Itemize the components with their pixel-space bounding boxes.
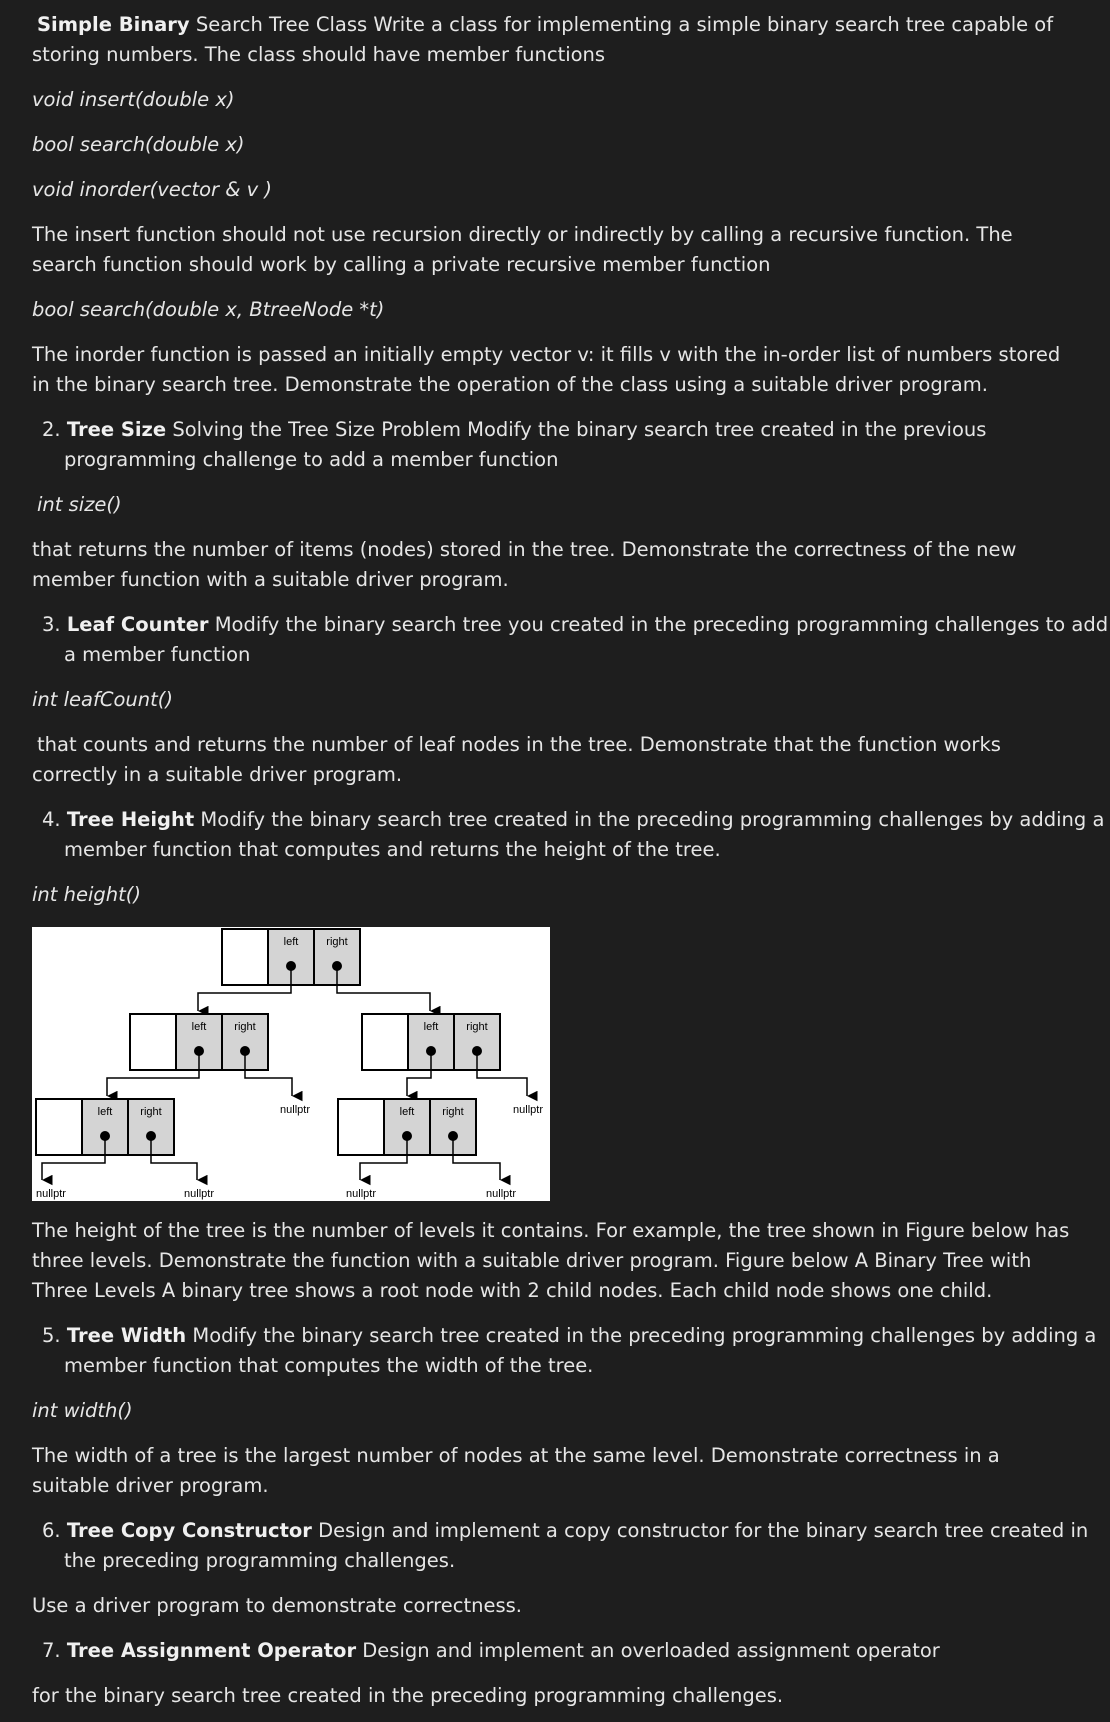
nullptr-label: nullptr [513,1104,543,1116]
item-number: 6. [42,1519,67,1542]
intro-paragraph [32,10,1082,70]
item-tree-size [32,415,1110,475]
item-number: 3. [42,613,67,636]
right-pointer-label: right [234,1021,256,1033]
nullptr-label: nullptr [346,1188,376,1200]
item-title: Tree Height [66,808,195,831]
item-assignment-operator [32,1636,1110,1666]
left-pointer-label: left [283,936,299,948]
item-title: Leaf Counter [66,613,209,636]
assignment-description: for the binary search tree created in the preceding programming challenges. [32,1684,784,1707]
size-description: that returns the number of items (nodes) stored in the tree. Demonstrate the correctness of the new member function with a suitable driver program. [32,538,1017,591]
item-text: Modify the binary search tree created in the preceding programming challenges by adding a member function that computes the width of the tree. [64,1324,1097,1377]
search-signature: bool search(double x) [32,133,245,156]
nullptr-label: nullptr [184,1188,214,1200]
width-signature: int width() [32,1399,133,1422]
item-text: Design and implement an overloaded assignment operator [356,1639,940,1662]
leafcount-description [32,730,1082,790]
item-number: 7. [42,1639,67,1662]
item-title: Tree Copy Constructor [66,1519,312,1542]
item-text: Solving the Tree Size Problem Modify the binary search tree created in the previous programming challenge to add a member function [64,418,987,471]
right-pointer-label: right [466,1021,488,1033]
item-title: Tree Width [66,1324,187,1347]
inorder-description: The inorder function is passed an initially empty vector v: it fills v with the in-order list of numbers stored in the binary search tree. Demonstrate the operation of the class using a suitable driver program. [32,343,1061,396]
tree-node-right-grandchild [338,1099,516,1200]
item-number: 5. [42,1324,67,1347]
left-pointer-label: left [191,1021,207,1033]
item-text: Design and implement a copy constructor for the binary search tree created in the preceding programming challenges. [64,1519,1089,1572]
item-tree-height [32,805,1110,865]
item-title: Tree Assignment Operator [66,1639,357,1662]
nullptr-label: nullptr [36,1188,66,1200]
tree-node-root [198,929,430,1011]
size-signature: int size() [37,493,122,516]
item-leaf-counter [32,610,1110,670]
right-pointer-label: right [326,936,348,948]
left-pointer-label: left [399,1106,415,1118]
item-tree-width [32,1321,1110,1381]
item-number: 2. [42,418,67,441]
height-signature: int height() [32,883,141,906]
insert-signature: void insert(double x) [32,88,235,111]
nullptr-label: nullptr [280,1104,310,1116]
right-pointer-label: right [140,1106,162,1118]
left-pointer-label: left [423,1021,439,1033]
item-text: Modify the binary search tree you created in the preceding programming challenges to add a member function [64,613,1109,666]
insert-description: The insert function should not use recursion directly or indirectly by calling a recursive function. The search function should work by calling a private recursive member function [32,223,1013,276]
width-description: The width of a tree is the largest number of nodes at the same level. Demonstrate correctness in a suitable driver program. [32,1444,1000,1497]
tree-node-left-grandchild [36,1099,214,1200]
right-pointer-label: right [442,1106,464,1118]
leafcount-text: that counts and returns the number of leaf nodes in the tree. Demonstrate that the function works correctly in a suitable driver program. [32,733,1001,786]
driver-note: Use a driver program to demonstrate correctness. [32,1594,522,1617]
item-copy-constructor [32,1516,1110,1576]
nullptr-label: nullptr [486,1188,516,1200]
private-search-signature: bool search(double x, BtreeNode *t) [32,298,385,321]
intro-text: Search Tree Class Write a class for implementing a simple binary search tree capable of storing numbers. The class should have member functions [32,13,1054,66]
left-pointer-label: left [97,1106,113,1118]
leafcount-signature: int leafCount() [32,688,173,711]
binary-tree-figure [32,927,550,1201]
item-number: 4. [42,808,67,831]
item-text: Modify the binary search tree created in the preceding programming challenges by adding a member function that computes and returns the height of the tree. [64,808,1105,861]
inorder-signature: void inorder(vector & v ) [32,178,272,201]
height-description: The height of the tree is the number of levels it contains. For example, the tree shown in Figure below has three levels. Demonstrate the function with a suitable driver program. Figure below A Binary Tree with Three Levels A binary tree shows a root node with 2 child nodes. Each child node shows one child. [32,1219,1070,1302]
intro-bold: Simple Binary [37,13,190,36]
item-title: Tree Size [66,418,167,441]
